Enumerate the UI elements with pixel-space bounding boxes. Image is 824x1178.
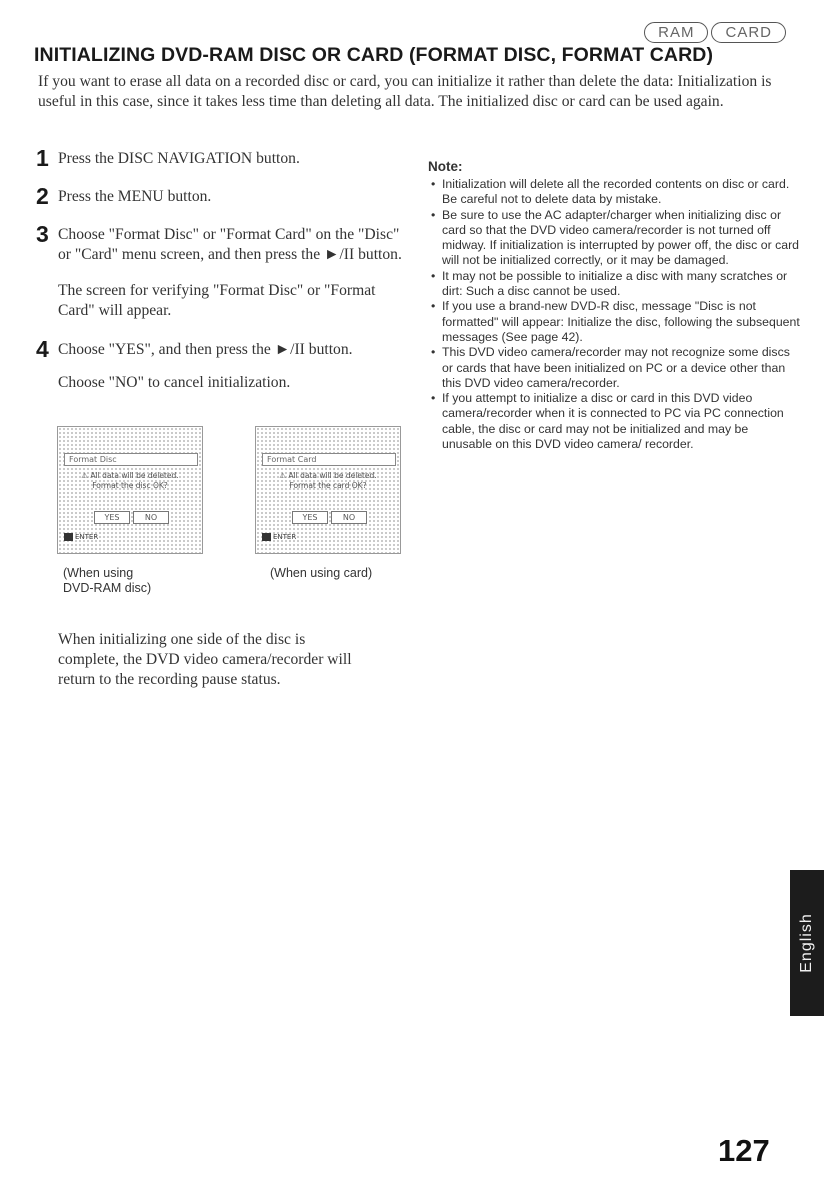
warning-line: ⚠ All data will be deleted. <box>279 471 377 480</box>
step-text: Choose "YES", and then press the ►/II button. <box>58 341 353 358</box>
no-option: NO <box>331 511 367 524</box>
note-item: • Initialization will delete all the recorded contents on disc or card. Be careful not to delete data by mistake. <box>428 177 800 208</box>
intro-paragraph: If you want to erase all data on a recorded disc or card, you can initialize it rather than delete the data: Initialization is useful in this case, since it takes less time than deleting all data. The initialized disc or card can be used again. <box>38 73 772 110</box>
step-number: 1 <box>36 145 49 171</box>
note-item: • If you attempt to initialize a disc or card in this DVD video camera/recorder when it is connected to PC via PC connection cable, the disc or card may not be initialized and may be unusable on this DVD video camera/ recorder. <box>428 391 800 452</box>
enter-icon <box>64 533 73 541</box>
screen-illustrations <box>57 426 417 595</box>
step-number: 4 <box>36 336 49 362</box>
note-item: • If you use a brand-new DVD-R disc, message "Disc is not formatted" will appear: Initialize the disc, following the subsequent messages (See page 42). <box>428 299 800 345</box>
step-number: 3 <box>36 221 49 247</box>
step-3 <box>36 222 406 265</box>
screen-title: Format Disc <box>64 453 198 466</box>
confirm-line: Format the card OK? <box>289 481 367 490</box>
screen-buttons <box>292 511 367 524</box>
card-badge: CARD <box>711 22 786 43</box>
enter-hint: ENTER <box>262 533 296 541</box>
confirm-line: Format the disc OK? <box>92 481 168 490</box>
note-title: Note: <box>428 159 463 174</box>
language-tab <box>790 870 824 1016</box>
step-4-note: Choose "NO" to cancel initialization. <box>58 374 291 391</box>
page-title: INITIALIZING DVD-RAM DISC OR CARD (FORMAT DISC, FORMAT CARD) <box>34 44 714 66</box>
warning-icon: ⚠ <box>279 471 287 480</box>
note-item: • It may not be possible to initialize a disc with many scratches or dirt: Such a disc cannot be used. <box>428 269 800 300</box>
note-list <box>428 177 800 452</box>
note-item: • Be sure to use the AC adapter/charger when initializing disc or card so that the DVD video camera/recorder is not turned off midway. If initialization is interrupted by power off, the disc or card will not be initialized correctly, or it may be damaged. <box>428 208 800 269</box>
enter-hint: ENTER <box>64 533 98 541</box>
page-number: 127 <box>718 1133 770 1168</box>
step-text: Press the MENU button. <box>58 188 212 205</box>
step-1 <box>36 146 406 170</box>
format-card-screen <box>255 426 401 554</box>
screen-message <box>64 471 196 491</box>
format-disc-screen <box>57 426 203 554</box>
note-item: • This DVD video camera/recorder may not recognize some discs or cards that have been initialized on PC or a device other than this DVD video camera/recorder. <box>428 345 800 391</box>
yes-option: YES <box>94 511 130 524</box>
enter-icon <box>262 533 271 541</box>
step-number: 2 <box>36 183 49 209</box>
no-option: NO <box>133 511 169 524</box>
steps-list <box>36 146 406 405</box>
step-2 <box>36 184 406 208</box>
card-caption: (When using card) <box>270 566 373 580</box>
step-4 <box>36 337 406 361</box>
completion-paragraph: When initializing one side of the disc is complete, the DVD video camera/recorder will return to the recording pause status. <box>58 631 352 688</box>
disc-caption: (When using DVD-RAM disc) <box>63 566 152 595</box>
step-text: Press the DISC NAVIGATION button. <box>58 150 300 167</box>
media-badges <box>644 22 786 43</box>
step-3-note: The screen for verifying "Format Disc" or "Format Card" will appear. <box>58 282 376 319</box>
ram-badge: RAM <box>644 22 708 43</box>
screen-message <box>262 471 394 491</box>
screen-buttons <box>94 511 169 524</box>
screen-title: Format Card <box>262 453 396 466</box>
yes-option: YES <box>292 511 328 524</box>
warning-line: ⚠ All data will be deleted. <box>81 471 179 480</box>
language-label: English <box>798 913 815 973</box>
step-text: Choose "Format Disc" or "Format Card" on the "Disc" or "Card" menu screen, and then press the ►/II button. <box>58 226 402 263</box>
warning-icon: ⚠ <box>81 471 89 480</box>
note-section <box>428 159 800 452</box>
